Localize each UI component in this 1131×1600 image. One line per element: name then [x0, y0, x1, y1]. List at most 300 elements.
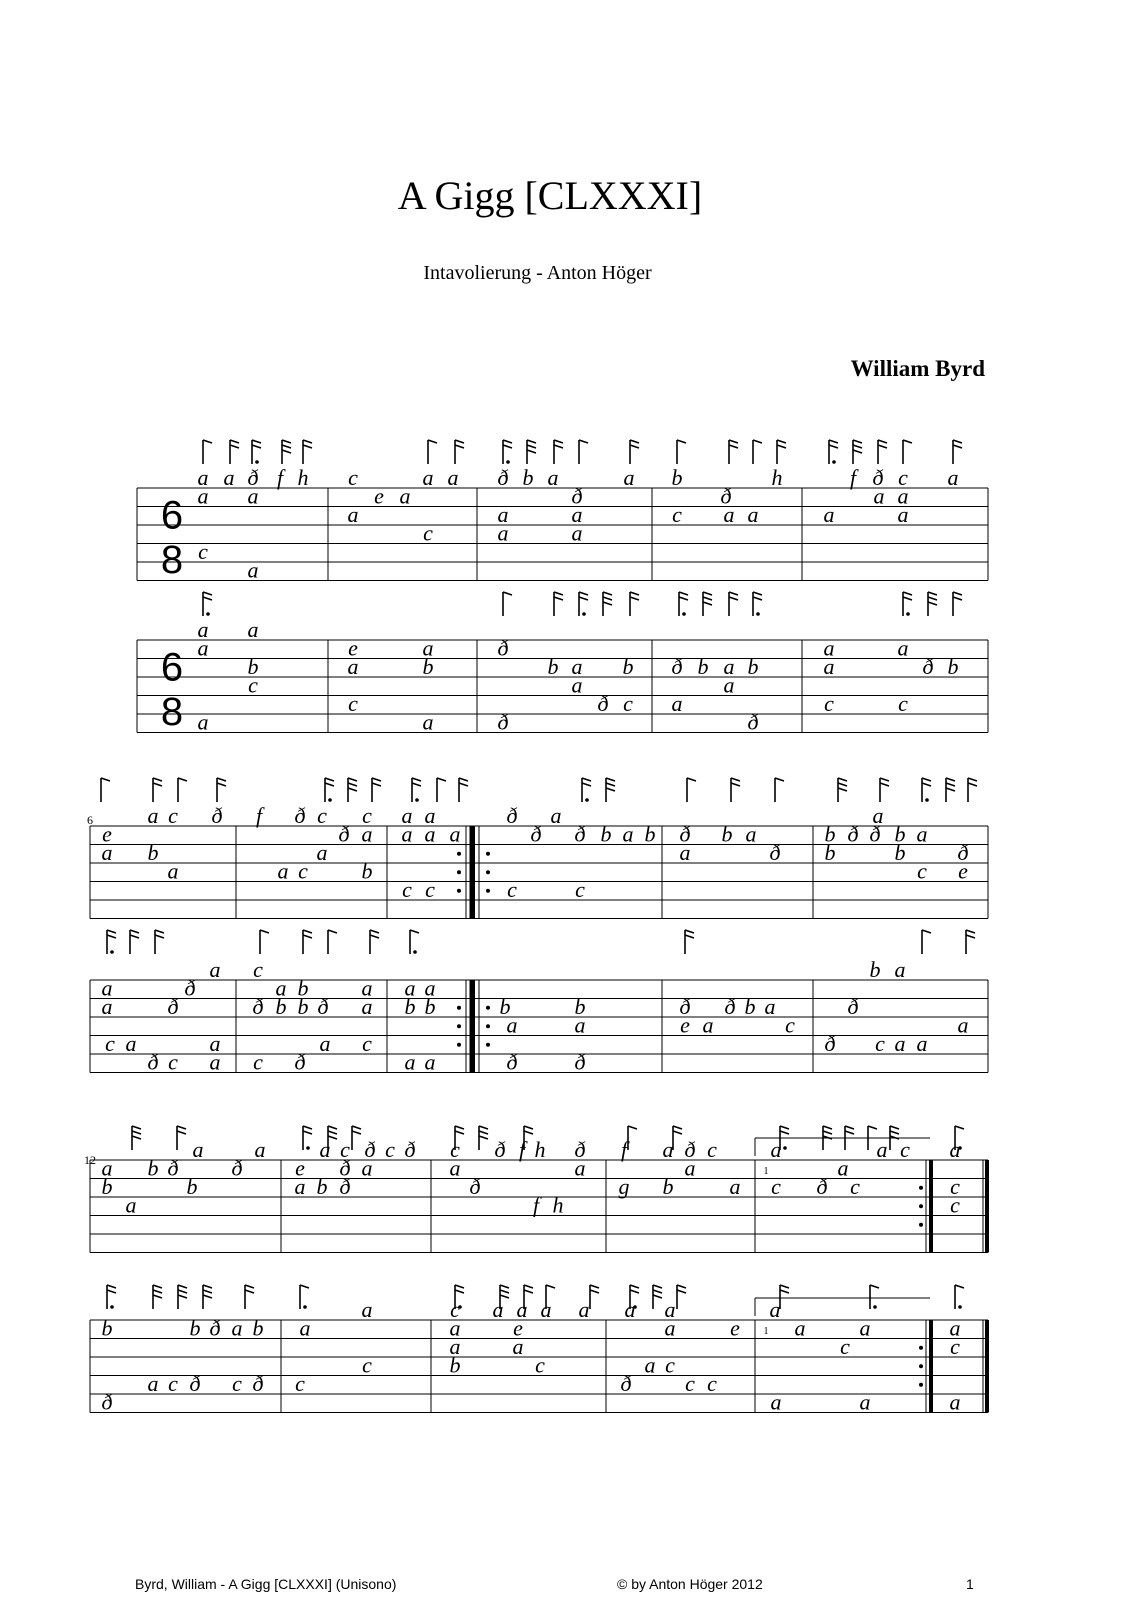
tab-letter: ð [167, 994, 179, 1019]
tab-letter: a [622, 821, 634, 847]
flag-beam [590, 1290, 599, 1293]
tab-letter: c [348, 465, 358, 490]
tab-letter: a [101, 840, 113, 865]
tab-letter: ð [209, 1315, 221, 1341]
rhythm-flag [953, 592, 962, 616]
tab-letter: c [824, 691, 834, 716]
tab-letter: a [167, 858, 179, 884]
tab-letter: b [449, 1352, 461, 1378]
flag-beam [823, 1131, 832, 1134]
flag-beam [753, 440, 762, 443]
rhythm-flag [731, 778, 740, 802]
rhythm-flag [410, 930, 419, 954]
rhythm-flag [203, 1285, 212, 1309]
tab-letter: a [506, 1012, 518, 1038]
flag-beam [203, 1290, 212, 1293]
flag-beam [928, 602, 937, 605]
flag-beam [729, 445, 738, 448]
flag-beam [579, 597, 588, 600]
flag-beam [928, 597, 937, 600]
flag-beam [303, 440, 312, 443]
rhythm-flag [853, 440, 862, 464]
repeat-dot [486, 889, 490, 893]
repeat-dot [486, 1006, 490, 1010]
rhythm-flag [372, 778, 381, 802]
tab-letter: a [449, 1315, 461, 1341]
flag-beam [203, 440, 212, 443]
flag-beam [829, 440, 838, 443]
flag-beam [230, 440, 239, 443]
time-signature-top: 6 [160, 645, 184, 690]
repeat-dot [457, 852, 461, 856]
repeat-dot [919, 1204, 923, 1208]
flag-beam [677, 440, 686, 443]
tab-letter: a [401, 803, 413, 828]
tab-letter: c [898, 691, 908, 716]
flag-beam [107, 1290, 116, 1293]
tab-letter: a [101, 994, 113, 1019]
rhythm-flag [953, 440, 962, 464]
rhythm-flag [966, 930, 975, 954]
tab-staff [137, 488, 988, 582]
tab-letter: ð [769, 840, 781, 865]
flag-beam [455, 445, 464, 448]
flag-dot [582, 612, 586, 616]
measure-number-12: 12 [84, 1153, 96, 1167]
flag-beam [753, 592, 762, 595]
rhythm-flag [155, 930, 164, 954]
tab-letter: a [424, 1049, 436, 1075]
repeat-dot [919, 1383, 923, 1387]
flag-beam [853, 445, 862, 448]
tab-letter: c [168, 1371, 178, 1396]
rhythm-flag [878, 440, 887, 464]
rhythm-flag [775, 778, 784, 802]
flag-beam [953, 445, 962, 448]
rhythm-flag [685, 930, 694, 954]
tab-letter: ð [506, 1049, 518, 1075]
flag-beam [838, 783, 847, 786]
tab-letter: c [785, 1012, 795, 1038]
tab-letter: c [423, 520, 433, 546]
tab-letter: ð [364, 1137, 376, 1162]
flag-beam [303, 445, 312, 448]
tab-letter: e [102, 821, 112, 847]
rhythm-flag [928, 592, 937, 616]
tab-letter: a [770, 1389, 782, 1415]
tab-letter: a [684, 1155, 696, 1181]
flag-beam [603, 602, 612, 605]
rhythm-flag [107, 1285, 116, 1309]
tab-letter: b [297, 975, 309, 1001]
tab-letter: b [247, 654, 259, 679]
tab-letter: a [624, 1297, 636, 1322]
flag-beam [630, 1285, 639, 1288]
flag-beam [107, 935, 116, 938]
tab-letter: a [197, 465, 209, 490]
tab-letter: b [644, 821, 656, 847]
flag-beam [153, 1285, 162, 1288]
tab-letter: ð [922, 654, 934, 679]
tab-letter: a [894, 1031, 906, 1056]
rhythm-flag [628, 1126, 637, 1150]
rhythm-flag [348, 778, 357, 802]
rhythm-flag [203, 440, 212, 464]
flag-beam [130, 930, 139, 933]
flag-beam [554, 597, 563, 600]
tab-letter: b [671, 465, 683, 490]
tab-letter: c [198, 539, 208, 564]
tab-letter: a [231, 1315, 243, 1341]
tab-letter: a [247, 557, 259, 583]
rhythm-flag [178, 1285, 187, 1309]
flag-beam [479, 1126, 488, 1129]
tab-letter: b [547, 654, 559, 679]
tab-letter: a [197, 709, 209, 735]
repeat-thick-bar [470, 980, 475, 1073]
tab-letter: g [618, 1174, 630, 1199]
flag-beam [630, 597, 639, 600]
repeat-dot [919, 1186, 923, 1190]
flag-beam [455, 1126, 464, 1129]
tab-letter: a [729, 1174, 741, 1199]
repeat-dot [457, 870, 461, 874]
tab-letter: b [600, 821, 612, 847]
repeat-dot [486, 1024, 490, 1028]
flag-beam [554, 440, 563, 443]
flag-beam [352, 1126, 361, 1129]
flag-beam [922, 930, 931, 933]
tab-letter: a [769, 1297, 781, 1322]
flag-beam [203, 592, 212, 595]
flag-beam [412, 783, 421, 786]
tab-letter: b [186, 1174, 198, 1199]
flag-beam [155, 930, 164, 933]
tab-letter: c [917, 858, 927, 884]
tab-letter: a [449, 1334, 461, 1359]
volta-label: 1 [763, 1326, 769, 1337]
flag-beam [554, 445, 563, 448]
tab-letter: f [620, 1137, 628, 1162]
flag-beam [780, 1126, 789, 1129]
tab-letter: a [671, 691, 683, 716]
tab-letter: a [747, 502, 759, 527]
tab-letter: a [277, 858, 289, 884]
flag-beam [546, 1285, 555, 1288]
tab-letter: a [794, 1315, 806, 1341]
tab-letter: c [623, 691, 633, 716]
tab-letter: c [253, 957, 263, 982]
flag-beam [303, 1126, 312, 1129]
tab-letter: b [275, 994, 287, 1019]
tab-letter: a [662, 1137, 674, 1162]
flag-beam [282, 440, 291, 443]
tab-letter: a [404, 1049, 416, 1075]
flag-beam [903, 597, 912, 600]
tab-letter: c [362, 1031, 372, 1056]
tab-staff [137, 640, 988, 734]
flag-beam [628, 1126, 637, 1129]
flag-beam [579, 592, 588, 595]
flag-beam [348, 788, 357, 791]
tab-letter: a [547, 465, 559, 490]
rhythm-flag [412, 778, 421, 802]
flag-beam [203, 1285, 212, 1288]
tab-letter: a [947, 465, 959, 490]
flag-beam [260, 930, 269, 933]
flag-beam [878, 440, 887, 443]
tab-letter: a [404, 975, 416, 1001]
flag-beam [731, 783, 740, 786]
footer-piece-info: Byrd, William - A Gigg [CLXXXI] (Unisono) [135, 1576, 397, 1592]
flag-beam [753, 597, 762, 600]
flag-beam [946, 788, 955, 791]
flag-beam [503, 592, 512, 595]
tab-letter: c [402, 877, 412, 902]
flag-dot [110, 950, 114, 954]
flag-beam [685, 935, 694, 938]
tab-letter: a [424, 821, 436, 847]
rhythm-flag [753, 592, 762, 616]
flag-beam [775, 778, 784, 781]
end-bar-thick [929, 1160, 933, 1253]
tab-letter: c [362, 803, 372, 828]
tab-letter: ð [574, 1137, 586, 1162]
flag-beam [455, 1131, 464, 1134]
tab-letter: b [869, 957, 881, 982]
rhythm-flag [370, 930, 379, 954]
tab-letter: c [685, 1371, 695, 1396]
tab-letter: ð [530, 821, 542, 847]
flag-dot [110, 1305, 114, 1309]
tab-letter: c [362, 1352, 372, 1378]
tab-letter: a [101, 1155, 113, 1181]
rhythm-flag [829, 440, 838, 464]
tab-letter: a [361, 821, 373, 847]
tab-letter: a [347, 502, 359, 527]
tab-letter: b [744, 994, 756, 1019]
tab-letter: a [764, 994, 776, 1019]
repeat-dot [457, 1043, 461, 1047]
flag-dot [925, 798, 929, 802]
flag-beam [703, 597, 712, 600]
flag-dot [682, 612, 686, 616]
rhythm-flag [579, 592, 588, 616]
measure-number-6: 6 [87, 813, 93, 827]
flag-beam [325, 778, 334, 781]
rhythm-flag [579, 440, 588, 464]
tab-letter: a [574, 1012, 586, 1038]
flag-beam [703, 592, 712, 595]
tab-letter: ð [294, 1049, 306, 1075]
tab-letter: a [723, 502, 735, 527]
tab-letter: c [850, 1174, 860, 1199]
repeat-dot [486, 1043, 490, 1047]
tab-letter: b [252, 1315, 264, 1341]
flag-beam [968, 783, 977, 786]
tab-letter: c [771, 1174, 781, 1199]
flag-beam [582, 778, 591, 781]
rhythm-flag [177, 1126, 186, 1150]
tab-letter: ð [847, 821, 859, 847]
flag-beam [372, 783, 381, 786]
flag-beam [845, 1131, 854, 1134]
flag-beam [579, 440, 588, 443]
flag-beam [203, 1295, 212, 1298]
flag-beam [853, 440, 862, 443]
flag-beam [178, 1285, 187, 1288]
tab-letter: a [316, 840, 328, 865]
rhythm-flag [729, 592, 738, 616]
tab-letter: a [492, 1297, 504, 1322]
flag-beam [966, 935, 975, 938]
flag-dot [206, 612, 210, 616]
repeat-dot [486, 852, 490, 856]
flag-beam [603, 592, 612, 595]
flag-beam [673, 1126, 682, 1129]
flag-dot [783, 1146, 787, 1150]
flag-beam [455, 440, 464, 443]
tab-letter: c [340, 1137, 350, 1162]
rhythm-flag [590, 1285, 599, 1309]
flag-beam [500, 1290, 509, 1293]
tab-letter: f [255, 803, 263, 828]
tab-letter: a [192, 1137, 204, 1162]
rhythm-flag [687, 778, 696, 802]
tab-letter: ð [620, 1371, 632, 1396]
flag-beam [101, 778, 110, 781]
flag-beam [653, 1295, 662, 1298]
tab-letter: b [297, 994, 309, 1019]
flag-beam [479, 1131, 488, 1134]
flag-beam [922, 778, 931, 781]
final-bar-thick [985, 1160, 989, 1253]
tab-letter: c [385, 1137, 395, 1162]
tab-letter: c [425, 877, 435, 902]
flag-dot [255, 460, 259, 464]
tab-letter: ð [339, 1174, 351, 1199]
flag-beam [437, 778, 446, 781]
flag-dot [306, 1146, 310, 1150]
tab-letter: a [571, 672, 583, 698]
rhythm-flag [679, 592, 688, 616]
flag-beam [582, 783, 591, 786]
flag-beam [153, 1295, 162, 1298]
flag-beam [677, 1290, 686, 1293]
tab-letter: a [823, 654, 835, 679]
tab-letter: ð [597, 691, 609, 716]
tab-letter: a [254, 1137, 266, 1162]
repeat-dot [457, 1024, 461, 1028]
flag-beam [953, 440, 962, 443]
tab-letter: ð [574, 1049, 586, 1075]
tab-letter: a [916, 1031, 928, 1056]
tab-letter: a [422, 465, 434, 490]
flag-beam [328, 930, 337, 933]
flag-beam [153, 778, 162, 781]
tab-letter: b [894, 840, 906, 865]
tab-letter: a [644, 1352, 656, 1378]
tab-letter: ð [497, 635, 509, 661]
tab-letter: c [575, 877, 585, 902]
tab-letter: b [101, 1174, 113, 1199]
tab-letter: a [497, 502, 509, 527]
flag-beam [838, 788, 847, 791]
tab-letter: c [507, 877, 517, 902]
rhythm-flag [178, 778, 187, 802]
tab-letter: a [247, 617, 259, 642]
tab-letter: a [247, 483, 259, 509]
rhythm-flag [903, 592, 912, 616]
tab-letter: ð [506, 803, 518, 828]
flag-dot [873, 1305, 877, 1309]
tab-letter: c [168, 1049, 178, 1075]
flag-beam [777, 445, 786, 448]
tab-letter: ð [720, 483, 732, 509]
tab-letter: ð [847, 994, 859, 1019]
tab-letter: a [578, 1297, 590, 1322]
tab-letter: ð [957, 840, 969, 865]
tab-letter: a [859, 1389, 871, 1415]
flag-beam [953, 597, 962, 600]
tab-letter: a [897, 635, 909, 661]
tab-letter: a [957, 1012, 969, 1038]
tab-letter: a [209, 957, 221, 982]
flag-beam [217, 778, 226, 781]
tab-letter: c [672, 502, 682, 527]
tab-letter: a [516, 1297, 528, 1322]
flag-beam [328, 1131, 337, 1134]
flag-beam [653, 1285, 662, 1288]
rhythm-flag [653, 1285, 662, 1309]
flag-beam [966, 930, 975, 933]
tab-letter: e [295, 1155, 305, 1181]
flag-beam [328, 1126, 337, 1129]
rhythm-flag [630, 592, 639, 616]
rhythm-flag [503, 440, 512, 464]
rhythm-flag [260, 930, 269, 954]
rhythm-flag [554, 592, 563, 616]
tab-letter: ð [469, 1174, 481, 1199]
flag-dot [303, 1305, 307, 1309]
tab-letter: b [622, 654, 634, 679]
rhythm-flag [603, 592, 612, 616]
tab-letter: f [518, 1137, 526, 1162]
piece-title: A Gigg [CLXXXI] [397, 173, 703, 218]
time-signature-bottom: 8 [160, 690, 184, 735]
tab-letter: ð [869, 821, 881, 847]
tab-letter: a [223, 465, 235, 490]
flag-beam [679, 597, 688, 600]
rhythm-flag [437, 778, 446, 802]
flag-beam [524, 1126, 533, 1129]
tab-letter: a [770, 1137, 782, 1162]
flag-beam [630, 1290, 639, 1293]
tab-letter: ð [494, 1137, 506, 1162]
flag-beam [524, 1131, 533, 1134]
tab-letter: ð [679, 821, 691, 847]
rhythm-flag [870, 1285, 879, 1309]
flag-beam [130, 935, 139, 938]
flag-dot [958, 1305, 962, 1309]
tab-letter: a [422, 635, 434, 661]
flag-beam [178, 778, 187, 781]
tab-letter: h [297, 465, 309, 490]
rhythm-flag [459, 778, 468, 802]
tab-letter: ð [574, 821, 586, 847]
tab-letter: a [916, 821, 928, 847]
tab-letter: b [721, 821, 733, 847]
